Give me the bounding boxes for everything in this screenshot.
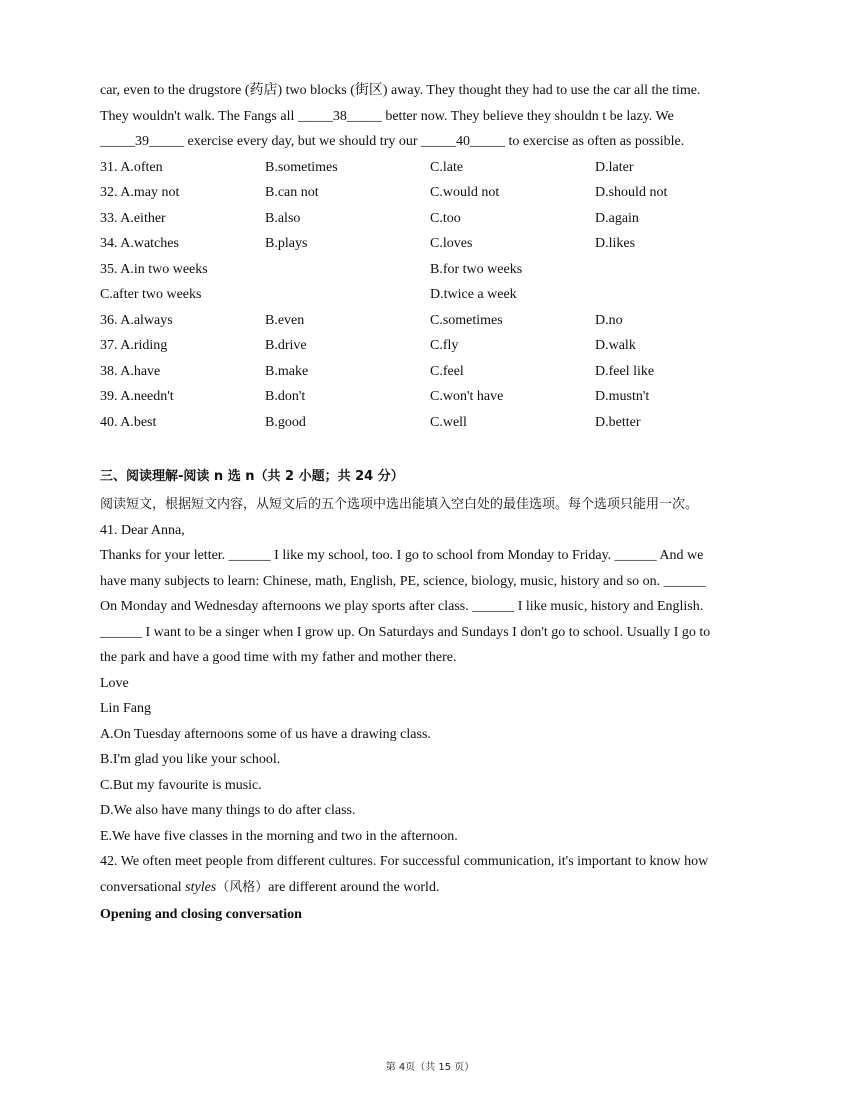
option-b: B.make [265, 363, 309, 379]
option-a: 35. A.in two weeks [100, 261, 208, 277]
passage-line: car, even to the drugstore (药店) two blocks (街区) away. They thought they had to use the car all the time. [100, 83, 701, 98]
option-a: 34. A.watches [100, 236, 179, 251]
option-d: D.again [595, 210, 639, 226]
option-c: C.late [430, 159, 464, 175]
option-d: D.no [595, 312, 623, 328]
q41-line: have many subjects to learn: Chinese, math, English, PE, science, biology, music, history and so on. ______ [100, 573, 706, 589]
option-b: B.for two weeks [430, 261, 523, 277]
option-c: C.sometimes [430, 312, 503, 328]
option-c: C.would not [430, 185, 500, 200]
q42-subheading: Opening and closing conversation [100, 907, 302, 922]
option-row-40 [100, 410, 760, 436]
option-row-31 [100, 155, 760, 181]
option-c: C.feel [430, 363, 464, 379]
option-d: D.walk [595, 338, 636, 353]
section-spacer [100, 435, 760, 462]
q41-line: the park and have a good time with my father and mother there. [100, 650, 457, 665]
option-d: D.likes [595, 236, 636, 251]
option-d: D.mustn't [595, 389, 650, 404]
option-b: B.can not [265, 185, 319, 200]
q42-text: conversational [100, 879, 186, 895]
q42-italic-term: styles [185, 879, 217, 895]
q41-option: C.But my favourite is music. [100, 777, 262, 793]
option-c: C.won't have [430, 389, 504, 404]
option-row-39 [100, 384, 760, 410]
option-a: 39. A.needn't [100, 389, 174, 404]
q41-option: A.On Tuesday afternoons some of us have a drawing class. [100, 726, 431, 742]
option-b: B.plays [265, 236, 308, 251]
option-row-36 [100, 308, 760, 334]
option-c: C.loves [430, 236, 473, 251]
option-a: 32. A.may not [100, 185, 180, 200]
q41-line: On Monday and Wednesday afternoons we play sports after class. ______ I like music, history and English. [100, 599, 704, 614]
option-a: 33. A.either [100, 210, 166, 226]
option-d: D.twice a week [430, 287, 517, 302]
q41-option: E.We have five classes in the morning and two in the afternoon. [100, 828, 458, 844]
q41-option: B.I'm glad you like your school. [100, 752, 281, 767]
page-footer: 第 4页（共 15 页） [385, 1062, 475, 1073]
option-row-33 [100, 206, 760, 232]
option-row-38 [100, 359, 760, 385]
option-d: D.should not [595, 185, 668, 200]
question-41 [100, 518, 760, 850]
options-table [100, 155, 760, 436]
option-b: B.even [265, 312, 305, 328]
passage-line: _____39_____ exercise every day, but we should try our _____40_____ to exercise as often as possible. [100, 134, 685, 149]
option-row-35b [100, 282, 760, 308]
q41-line: 41. Dear Anna, [100, 522, 185, 538]
q41-line: Thanks for your letter. ______ I like my school, too. I go to school from Monday to Friday. ______ And we [100, 548, 704, 563]
passage-tail [100, 78, 760, 155]
option-c: C.well [430, 414, 467, 430]
q42-text: are different around the world. [268, 879, 440, 895]
passage-line: They wouldn't walk. The Fangs all _____38_____ better now. They believe they shouldn t be lazy. We [100, 108, 674, 124]
option-c: C.too [430, 210, 461, 226]
option-d: D.better [595, 414, 641, 430]
q41-line: Lin Fang [100, 701, 151, 716]
option-d: D.later [595, 159, 634, 175]
option-row-34 [100, 231, 760, 257]
q41-option: D.We also have many things to do after class. [100, 803, 356, 818]
section-instruction: 阅读短文，根据短文内容，从短文后的五个选项中选出能填入空白处的最佳选项。每个选项只能用一次。 [100, 497, 699, 512]
option-b: B.also [265, 210, 301, 226]
option-c: C.fly [430, 338, 459, 353]
option-a: 38. A.have [100, 363, 161, 379]
q41-line: ______ I want to be a singer when I grow up. On Saturdays and Sundays I don't go to school. Usually I go to [100, 624, 711, 640]
q42-line: 42. We often meet people from different cultures. For successful communication, it's important to know how [100, 854, 709, 869]
q42-line [100, 875, 760, 901]
option-b: B.sometimes [265, 159, 338, 175]
q42-cn-gloss: （风格） [216, 879, 269, 895]
section-heading: 三、阅读理解-阅读 n 选 n（共 2 小题；共 24 分） [100, 469, 404, 484]
option-a: 40. A.best [100, 414, 157, 430]
q41-line: Love [100, 675, 129, 691]
option-b: B.good [265, 414, 306, 430]
option-a: 36. A.always [100, 312, 173, 328]
option-b: B.don't [265, 389, 306, 404]
option-row-35a [100, 257, 760, 283]
option-row-37 [100, 333, 760, 359]
option-b: B.drive [265, 338, 307, 353]
option-a: 37. A.riding [100, 338, 168, 353]
option-a: 31. A.often [100, 159, 163, 175]
option-d: D.feel like [595, 363, 655, 379]
option-row-32 [100, 180, 760, 206]
question-42 [100, 849, 760, 928]
document-page [100, 78, 760, 928]
option-c: C.after two weeks [100, 287, 202, 302]
